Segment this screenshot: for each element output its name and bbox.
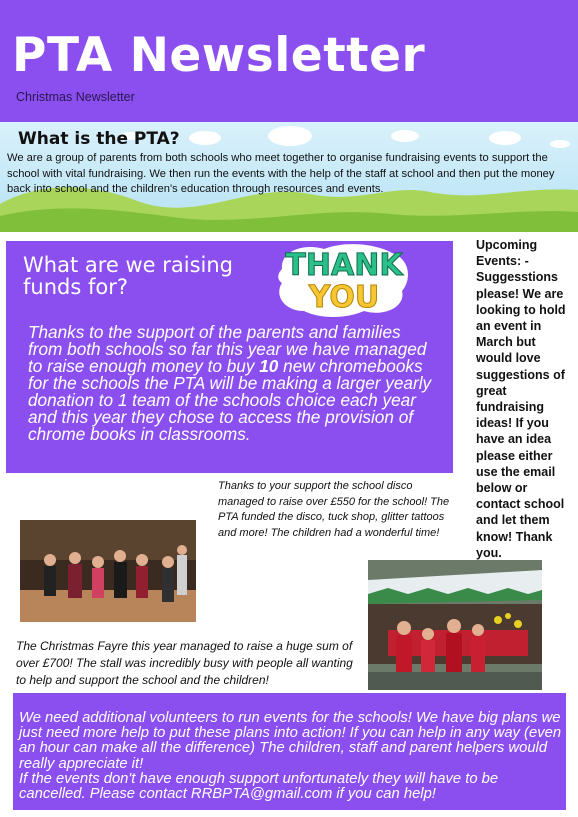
fayre-caption: The Christmas Fayre this year managed to raise a huge sum of over £700! The stall was incredibly busy with people all wanting to help and support the school and the children!: [16, 639, 353, 687]
thank-you-word-2: YOU: [308, 280, 380, 315]
volunteers-text: [19, 711, 562, 802]
page-subtitle: Christmas Newsletter: [16, 90, 135, 104]
disco-photo: [20, 520, 196, 622]
page-title: PTA Newsletter: [12, 28, 426, 83]
raising-body-count: 10: [259, 356, 279, 376]
volunteers-paragraph-2: If the events don't have enough support unfortunately they will have to be cancelled. Please contact RRBPTA@gmail.com if you can help!: [19, 770, 499, 803]
christmas-fayre-photo: [368, 560, 542, 690]
thank-you-word-1: THANK: [285, 248, 403, 283]
raising-funds-body: [28, 324, 438, 443]
raising-body-part2: new chromebooks for the schools the PTA will be making a larger yearly donation to 1 team of the schools choice each year and this year they chose to access the provision of chrome books in classrooms.: [28, 356, 432, 444]
volunteers-paragraph-1: We need additional volunteers to run events for the schools! We have big plans we just need more help to put these plans into action! If you can help in any way (even an hour can make all the difference) The children, staff and parent helpers would really appreciate it!: [19, 710, 562, 772]
raising-funds-heading: What are we raising funds for?: [23, 253, 234, 299]
disco-caption: Thanks to your support the school disco managed to raise over £550 for the school! The PTA funded the disco, tuck shop, glitter tattoos and more! The children had a wonderful time!: [218, 480, 450, 539]
raising-body-part1: Thanks to the support of the parents and families from both schools so far this year we have managed to raise enough money to buy: [28, 322, 427, 376]
section-heading-what-is-pta: What is the PTA?: [18, 129, 180, 149]
section-body-what-is-pta: We are a group of parents from both schools who meet together to organise fundraising events to support the school with vital fundraising. We then run the events with the help of the staff at school and then put the money back into school and the children's education through resources and events.: [7, 152, 555, 196]
upcoming-events-text: Upcoming Events: -Suggesstions please! We are looking to hold an event in March but would love suggestions of great fundraising ideas! If you have an idea please either use the email below or contact school and let them know! Thank you.: [476, 238, 566, 560]
thank-you-graphic: [274, 239, 414, 319]
